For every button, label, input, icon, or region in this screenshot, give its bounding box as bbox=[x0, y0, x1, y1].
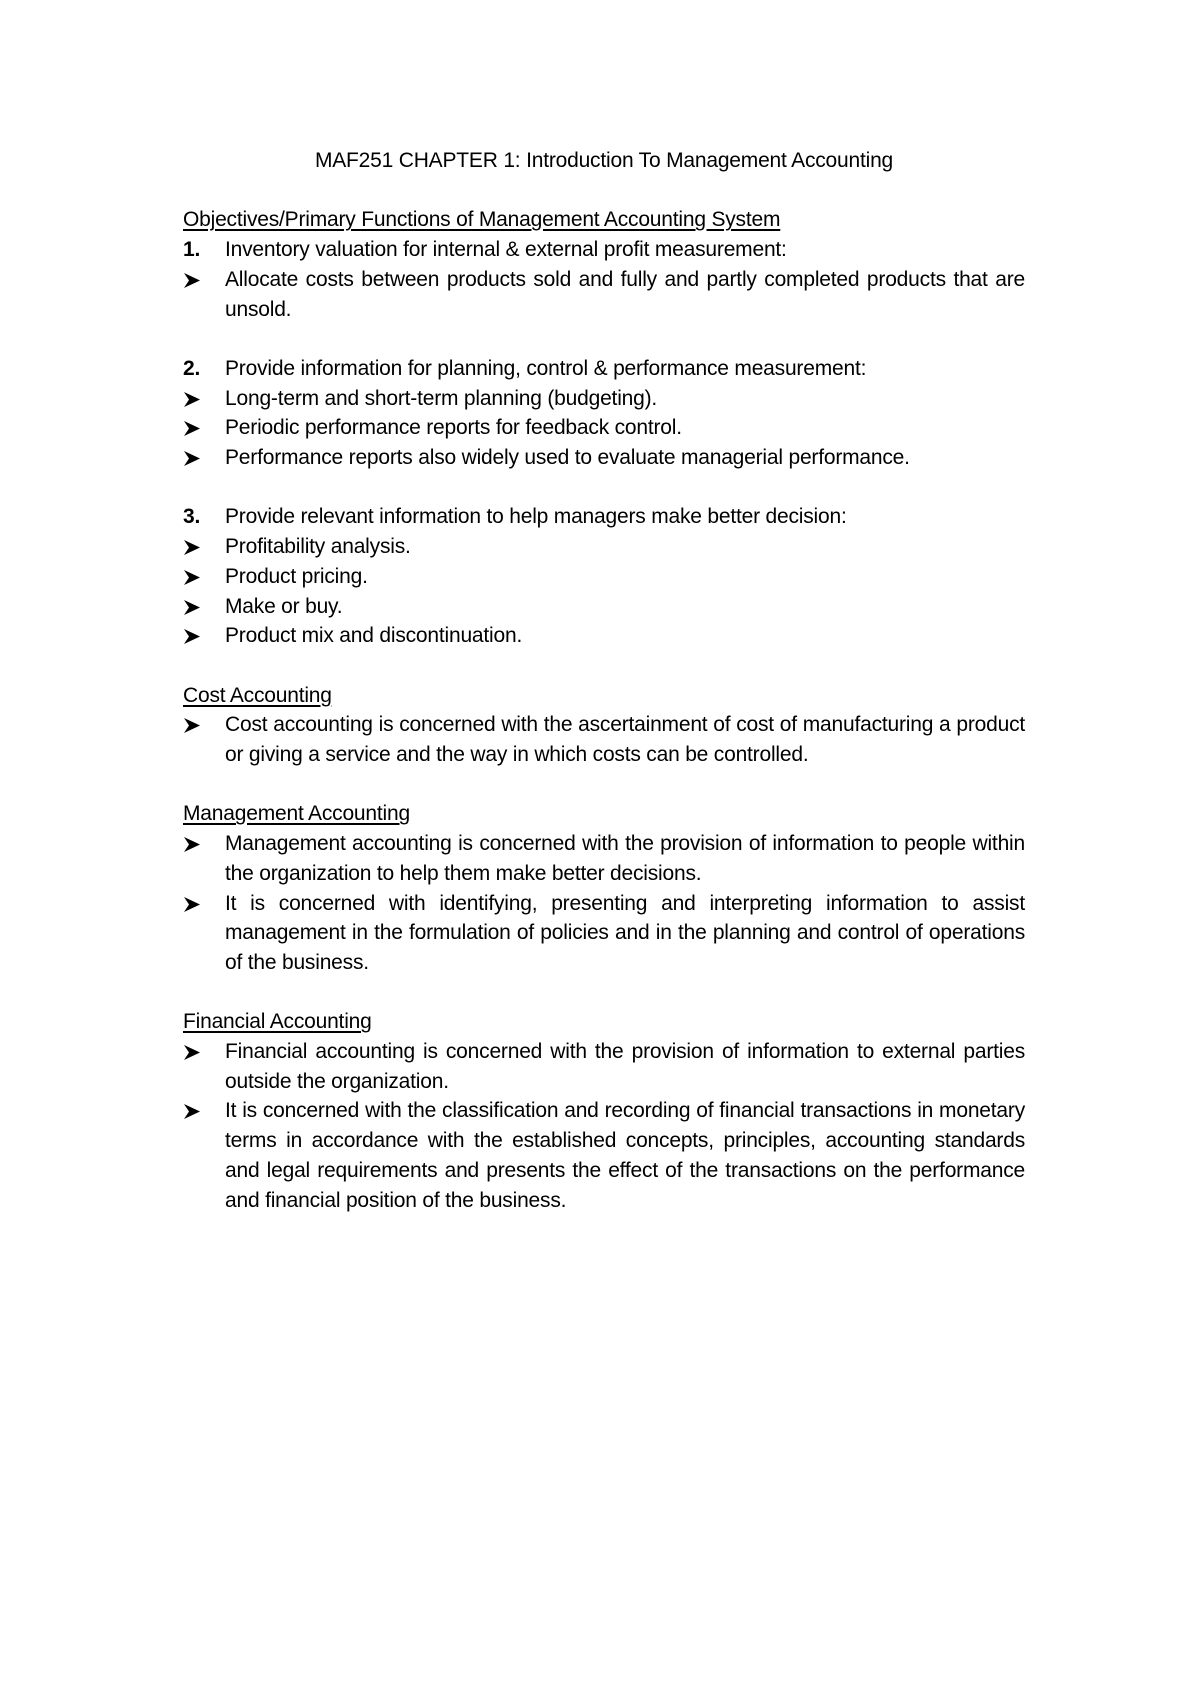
bullet-item bbox=[183, 532, 1025, 562]
bullet-text: Allocate costs between products sold and fully and partly completed products that are unsold. bbox=[225, 267, 1025, 321]
objective-item-3 bbox=[183, 502, 1025, 532]
bullet-item bbox=[183, 384, 1025, 414]
arrow-bullet-icon bbox=[183, 539, 201, 556]
arrow-bullet-icon bbox=[183, 717, 201, 734]
arrow-bullet-icon bbox=[183, 569, 201, 586]
arrow-bullet-icon bbox=[183, 628, 201, 645]
objective-text: Provide relevant information to help managers make better decision: bbox=[225, 505, 847, 529]
bullet-item bbox=[183, 1037, 1025, 1096]
cost-accounting-bullets bbox=[183, 710, 1025, 769]
objective-1-bullets bbox=[183, 265, 1025, 324]
bullet-item bbox=[183, 1096, 1025, 1215]
bullet-text: It is concerned with identifying, presenting and interpreting information to assist management in the formulation of policies and in the planning and control of operations of the business. bbox=[225, 891, 1025, 974]
arrow-bullet-icon bbox=[183, 599, 201, 616]
spacer bbox=[183, 651, 1025, 681]
management-accounting-bullets bbox=[183, 829, 1025, 978]
arrow-bullet-icon bbox=[183, 272, 201, 289]
objective-text: Provide information for planning, control & performance measurement: bbox=[225, 356, 867, 380]
bullet-text: Financial accounting is concerned with the provision of information to external parties outside the organization. bbox=[225, 1040, 1025, 1093]
objective-item-1 bbox=[183, 235, 1025, 265]
document-body bbox=[183, 146, 1025, 1215]
bullet-text: Management accounting is concerned with the provision of information to people within the organization to help them make better decisions. bbox=[225, 832, 1025, 885]
arrow-bullet-icon bbox=[183, 391, 201, 408]
bullet-text: It is concerned with the classification and recording of financial transactions in monetary terms in accordance with the established concepts, principles, accounting standards and legal requirements and presents the effect of the transactions on the performance and financial position of the business. bbox=[225, 1099, 1025, 1212]
spacer bbox=[183, 324, 1025, 354]
bullet-text: Make or buy. bbox=[225, 594, 343, 618]
objective-number: 3. bbox=[183, 505, 201, 529]
bullet-text: Long-term and short-term planning (budgeting). bbox=[225, 386, 658, 410]
bullet-text: Periodic performance reports for feedback control. bbox=[225, 416, 682, 440]
bullet-item bbox=[183, 889, 1025, 978]
objective-3-bullets bbox=[183, 532, 1025, 651]
spacer bbox=[183, 770, 1025, 800]
objective-text: Inventory valuation for internal & external profit measurement: bbox=[225, 238, 787, 262]
objective-2-bullets bbox=[183, 384, 1025, 473]
bullet-item bbox=[183, 413, 1025, 443]
financial-accounting-heading: Financial Accounting bbox=[183, 1010, 372, 1034]
financial-accounting-bullets bbox=[183, 1037, 1025, 1215]
arrow-bullet-icon bbox=[183, 836, 201, 853]
bullet-item bbox=[183, 562, 1025, 592]
bullet-item bbox=[183, 443, 1025, 473]
cost-accounting-heading: Cost Accounting bbox=[183, 683, 332, 707]
spacer bbox=[183, 473, 1025, 503]
management-accounting-heading: Management Accounting bbox=[183, 802, 410, 826]
bullet-text: Cost accounting is concerned with the ascertainment of cost of manufacturing a product or giving a service and the way in which costs can be controlled. bbox=[225, 713, 1025, 766]
arrow-bullet-icon bbox=[183, 1044, 201, 1061]
bullet-item bbox=[183, 592, 1025, 622]
bullet-item bbox=[183, 829, 1025, 888]
arrow-bullet-icon bbox=[183, 896, 201, 913]
bullet-text: Product mix and discontinuation. bbox=[225, 624, 523, 648]
bullet-item bbox=[183, 710, 1025, 769]
bullet-text: Product pricing. bbox=[225, 564, 368, 588]
objective-item-2 bbox=[183, 354, 1025, 384]
arrow-bullet-icon bbox=[183, 1103, 201, 1120]
bullet-text: Performance reports also widely used to evaluate managerial performance. bbox=[225, 446, 910, 469]
objectives-heading: Objectives/Primary Functions of Management Accounting System bbox=[183, 208, 781, 232]
bullet-text: Profitability analysis. bbox=[225, 535, 411, 559]
bullet-item bbox=[183, 265, 1025, 324]
spacer bbox=[183, 978, 1025, 1008]
document-title: MAF251 CHAPTER 1: Introduction To Management Accounting bbox=[314, 149, 894, 172]
bullet-item bbox=[183, 621, 1025, 651]
arrow-bullet-icon bbox=[183, 420, 201, 437]
objective-number: 1. bbox=[183, 238, 201, 262]
arrow-bullet-icon bbox=[183, 450, 201, 467]
objective-number: 2. bbox=[183, 356, 201, 380]
